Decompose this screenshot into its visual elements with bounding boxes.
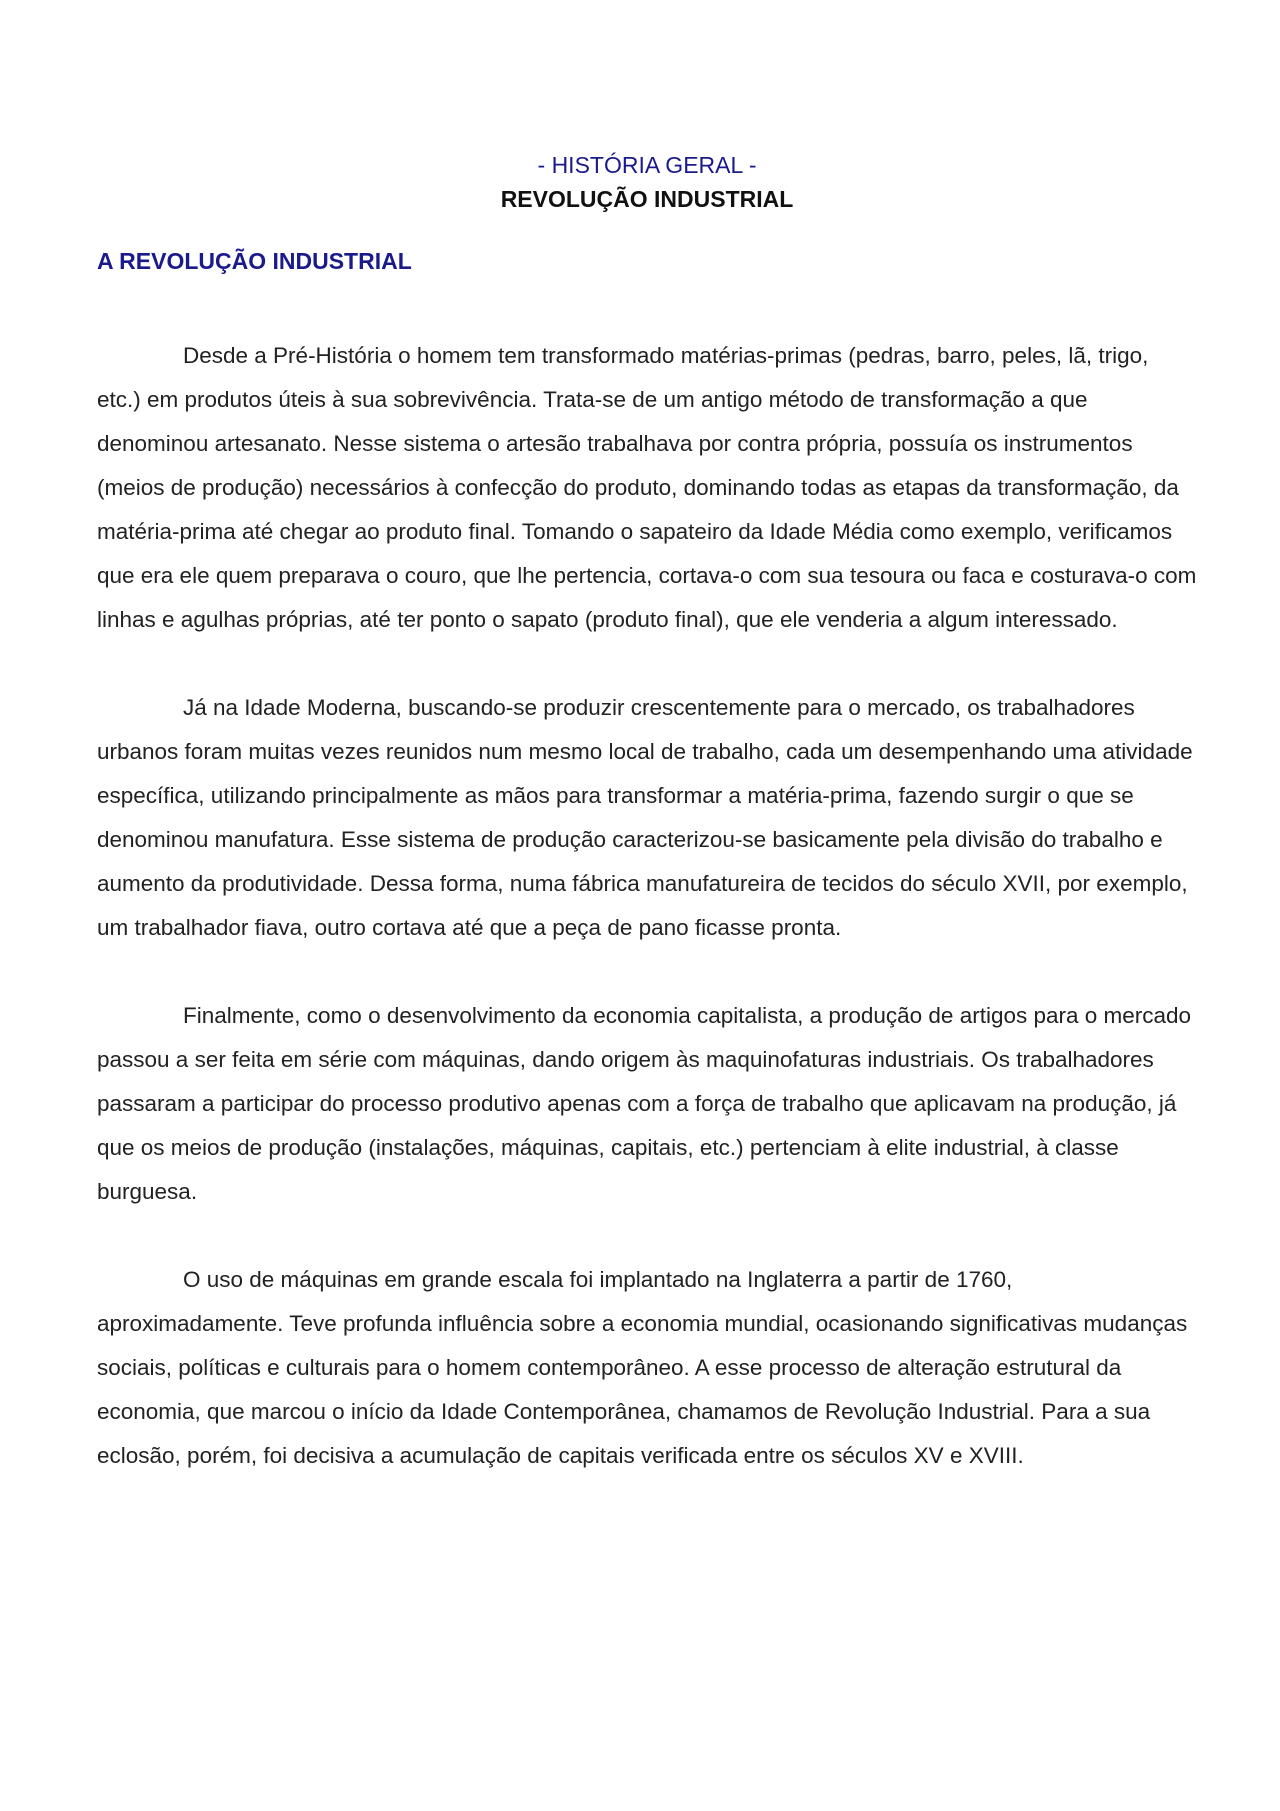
document-page bbox=[97, 150, 1197, 1522]
document-subject: - HISTÓRIA GERAL - bbox=[537, 152, 757, 178]
document-body bbox=[97, 334, 1197, 1478]
paragraph-maquinofatura: Finalmente, como o desenvolvimento da economia capitalista, a produção de artigos para o mercado passou a ser feita em série com máquinas, dando origem às maquinofaturas industriais. Os trabalhadores passaram a participar do processo produtivo apenas com a força de trabalho que aplicavam na produção, já que os meios de produção (instalações, máquinas, capitais, etc.) pertenciam à elite industrial, à classe burguesa. bbox=[97, 1003, 1192, 1204]
section-heading: A REVOLUÇÃO INDUSTRIAL bbox=[97, 248, 412, 274]
paragraph-artesanato: Desde a Pré-História o homem tem transformado matérias-primas (pedras, barro, peles, lã, trigo, etc.) em produtos úteis à sua sobrevivência. Trata-se de um antigo método de transformação a que denominou artesanato. Nesse sistema o artesão trabalhava por contra própria, possuía os instrumentos (meios de produção) necessários à confecção do produto, dominando todas as etapas da transformação, da matéria-prima até chegar ao produto final. Tomando o sapateiro da Idade Média como exemplo, verificamos que era ele quem preparava o couro, que lhe pertencia, cortava-o com sua tesoura ou faca e costurava-o com linhas e agulhas próprias, até ter ponto o sapato (produto final), que ele venderia a algum interessado. bbox=[97, 343, 1197, 632]
paragraph-revolucao-industrial: O uso de máquinas em grande escala foi implantado na Inglaterra a partir de 1760, aproximadamente. Teve profunda influência sobre a economia mundial, ocasionando significativas mudanças sociais, políticas e culturais para o homem contemporâneo. A esse processo de alteração estrutural da economia, que marcou o início da Idade Contemporânea, chamamos de Revolução Industrial. Para a sua eclosão, porém, foi decisiva a acumulação de capitais verificada entre os séculos XV e XVIII. bbox=[97, 1267, 1188, 1468]
document-title: REVOLUÇÃO INDUSTRIAL bbox=[500, 186, 794, 212]
paragraph-manufatura: Já na Idade Moderna, buscando-se produzir crescentemente para o mercado, os trabalhadores urbanos foram muitas vezes reunidos num mesmo local de trabalho, cada um desempenhando uma atividade específica, utilizando principalmente as mãos para transformar a matéria-prima, fazendo surgir o que se denominou manufatura. Esse sistema de produção caracterizou-se basicamente pela divisão do trabalho e aumento da produtividade. Dessa forma, numa fábrica manufatureira de tecidos do século XVII, por exemplo, um trabalhador fiava, outro cortava até que a peça de pano ficasse pronta. bbox=[97, 695, 1193, 940]
